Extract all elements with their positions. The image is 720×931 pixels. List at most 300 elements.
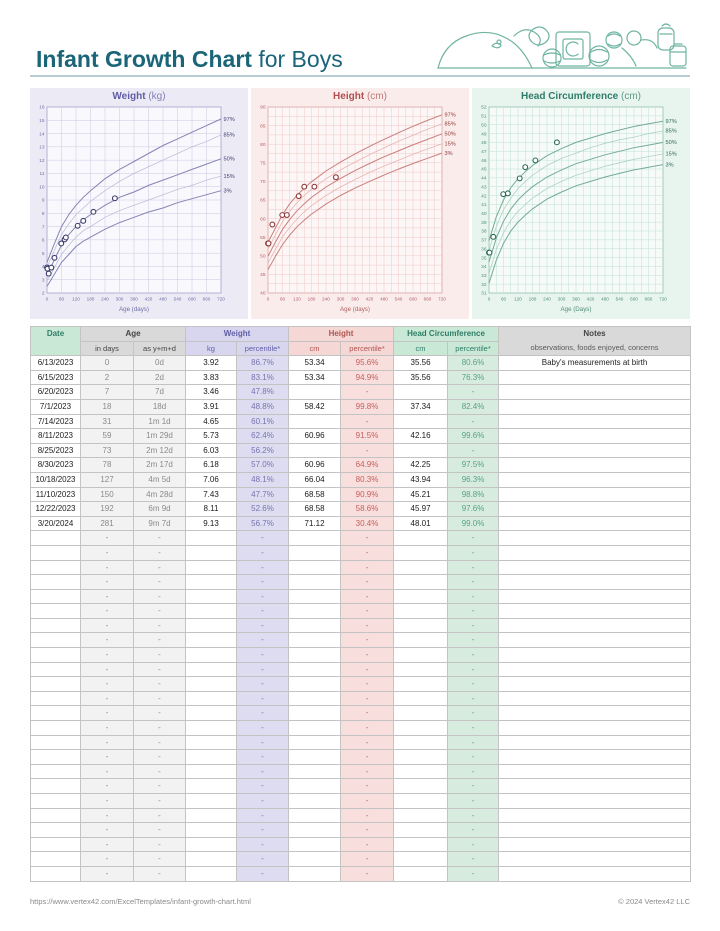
date-cell: [31, 852, 81, 867]
height-percentile-cell: -: [341, 662, 394, 677]
table-row: [31, 356, 691, 371]
height-chart-title: Height (cm): [333, 91, 387, 102]
hc-percentile-cell: -: [448, 545, 499, 560]
svg-text:39: 39: [481, 220, 487, 226]
weight-percentile-cell: -: [237, 545, 289, 560]
date-cell: 7/14/2023: [31, 414, 81, 429]
notes-cell: [499, 721, 691, 736]
weight-percentile-cell: 57.0%: [237, 458, 289, 473]
date-cell: [31, 589, 81, 604]
weight-kg-cell: 3.46: [186, 385, 237, 400]
notes-cell: [499, 852, 691, 867]
age-ymd-cell: -: [134, 808, 186, 823]
svg-text:38: 38: [481, 229, 487, 235]
svg-text:180: 180: [528, 296, 537, 302]
svg-text:0: 0: [266, 296, 270, 302]
col-header-date: Date: [31, 327, 81, 356]
age-ymd-cell: -: [134, 852, 186, 867]
age-days-cell: -: [81, 779, 134, 794]
weight-percentile-cell: -: [237, 633, 289, 648]
table-row: [31, 370, 691, 385]
height-percentile-cell: -: [341, 794, 394, 809]
table-row: [31, 429, 691, 444]
svg-text:40: 40: [481, 211, 487, 217]
notes-cell: [499, 808, 691, 823]
age-days-cell: -: [81, 808, 134, 823]
table-row: [31, 677, 691, 692]
svg-text:420: 420: [586, 296, 595, 302]
height-cm-cell: [289, 443, 341, 458]
weight-chart: [30, 103, 248, 319]
hc-percentile-cell: -: [448, 808, 499, 823]
col-subheader-weight-kg: kg: [186, 341, 237, 356]
hc-cm-cell: [394, 823, 448, 838]
notes-cell: [499, 443, 691, 458]
height-percentile-cell: -: [341, 575, 394, 590]
height-percentile-cell: -: [341, 560, 394, 575]
hc-percentile-cell: 82.4%: [448, 399, 499, 414]
age-days-cell: 59: [81, 429, 134, 444]
age-ymd-cell: 2m 12d: [134, 443, 186, 458]
height-cm-cell: [289, 575, 341, 590]
svg-text:15%: 15%: [665, 151, 677, 158]
height-cm-cell: [289, 779, 341, 794]
height-cm-cell: [289, 721, 341, 736]
svg-text:720: 720: [438, 296, 446, 302]
col-subheader-height-percentile: percentile*: [341, 341, 394, 356]
svg-text:0: 0: [45, 296, 49, 302]
age-days-cell: -: [81, 560, 134, 575]
weight-kg-cell: [186, 823, 237, 838]
table-row: [31, 560, 691, 575]
age-ymd-cell: 2m 17d: [134, 458, 186, 473]
height-percentile-cell: 95.6%: [341, 356, 394, 371]
hc-percentile-cell: -: [448, 721, 499, 736]
weight-kg-cell: [186, 852, 237, 867]
date-cell: 11/10/2023: [31, 487, 81, 502]
weight-percentile-cell: 48.1%: [237, 472, 289, 487]
date-cell: [31, 779, 81, 794]
height-percentile-cell: 94.9%: [341, 370, 394, 385]
age-ymd-cell: -: [134, 691, 186, 706]
weight-kg-cell: [186, 648, 237, 663]
height-cm-cell: [289, 662, 341, 677]
hc-cm-cell: 45.97: [394, 502, 448, 517]
svg-text:4: 4: [41, 265, 45, 271]
hc-cm-cell: [394, 531, 448, 546]
hc-cm-cell: [394, 677, 448, 692]
date-cell: [31, 531, 81, 546]
height-cm-cell: [289, 648, 341, 663]
height-percentile-cell: 30.4%: [341, 516, 394, 531]
age-days-cell: -: [81, 794, 134, 809]
age-ymd-cell: -: [134, 794, 186, 809]
age-ymd-cell: 9m 7d: [134, 516, 186, 531]
age-ymd-cell: -: [134, 750, 186, 765]
table-row: [31, 487, 691, 502]
svg-text:60: 60: [279, 296, 286, 302]
hc-cm-cell: [394, 750, 448, 765]
svg-text:480: 480: [601, 296, 609, 302]
hc-percentile-cell: -: [448, 560, 499, 575]
weight-kg-cell: [186, 779, 237, 794]
age-ymd-cell: -: [134, 545, 186, 560]
notes-cell: [499, 531, 691, 546]
age-ymd-cell: -: [134, 604, 186, 619]
hc-percentile-cell: 80.6%: [448, 356, 499, 371]
age-days-cell: 31: [81, 414, 134, 429]
svg-text:50: 50: [481, 123, 487, 129]
svg-text:16: 16: [39, 105, 45, 111]
date-cell: [31, 648, 81, 663]
svg-text:480: 480: [380, 296, 388, 302]
svg-text:34: 34: [481, 265, 487, 271]
svg-text:90: 90: [260, 105, 266, 111]
height-percentile-cell: -: [341, 648, 394, 663]
height-cm-cell: 53.34: [289, 370, 341, 385]
weight-percentile-cell: 86.7%: [237, 356, 289, 371]
date-cell: [31, 633, 81, 648]
hc-cm-cell: 35.56: [394, 356, 448, 371]
hc-cm-cell: [394, 866, 448, 881]
notes-cell: [499, 385, 691, 400]
weight-percentile-cell: -: [237, 575, 289, 590]
height-cm-cell: 68.58: [289, 487, 341, 502]
svg-text:60: 60: [58, 296, 65, 302]
date-cell: [31, 750, 81, 765]
table-row: [31, 531, 691, 546]
notes-cell: [499, 823, 691, 838]
svg-text:360: 360: [572, 296, 580, 302]
age-ymd-cell: -: [134, 706, 186, 721]
svg-text:120: 120: [72, 296, 80, 302]
notes-cell: [499, 370, 691, 385]
svg-text:11: 11: [39, 172, 45, 178]
svg-text:15%: 15%: [223, 173, 235, 180]
height-percentile-cell: -: [341, 852, 394, 867]
svg-text:65: 65: [260, 198, 266, 204]
weight-percentile-cell: -: [237, 706, 289, 721]
svg-text:49: 49: [481, 132, 487, 138]
hc-percentile-cell: -: [448, 618, 499, 633]
age-days-cell: -: [81, 604, 134, 619]
measurements-table: [30, 326, 691, 882]
weight-percentile-cell: -: [237, 648, 289, 663]
weight-percentile-cell: -: [237, 662, 289, 677]
age-ymd-cell: -: [134, 648, 186, 663]
notes-cell: [499, 648, 691, 663]
svg-text:180: 180: [307, 296, 316, 302]
svg-text:7: 7: [41, 225, 45, 231]
page-title-main: Infant Growth Chart: [36, 45, 252, 72]
hc-percentile-cell: -: [448, 852, 499, 867]
age-ymd-cell: -: [134, 618, 186, 633]
weight-chart-panel: [30, 88, 248, 319]
svg-text:180: 180: [86, 296, 95, 302]
age-days-cell: -: [81, 677, 134, 692]
col-subheader-age-ymd: as y+m+d: [134, 341, 186, 356]
hc-cm-cell: 43.94: [394, 472, 448, 487]
height-cm-cell: [289, 837, 341, 852]
age-days-cell: 7: [81, 385, 134, 400]
height-percentile-cell: -: [341, 545, 394, 560]
svg-text:47: 47: [481, 149, 487, 155]
height-percentile-cell: 90.9%: [341, 487, 394, 502]
age-days-cell: 150: [81, 487, 134, 502]
age-days-cell: -: [81, 735, 134, 750]
date-cell: 8/30/2023: [31, 458, 81, 473]
svg-text:420: 420: [365, 296, 374, 302]
age-ymd-cell: 1m 29d: [134, 429, 186, 444]
weight-percentile-cell: 47.8%: [237, 385, 289, 400]
notes-header-subtitle: observations, foods enjoyed, concerns: [530, 342, 659, 352]
date-cell: [31, 662, 81, 677]
notes-cell: [499, 414, 691, 429]
hc-cm-cell: [394, 648, 448, 663]
weight-kg-cell: [186, 662, 237, 677]
height-percentile-cell: -: [341, 691, 394, 706]
hc-percentile-cell: -: [448, 677, 499, 692]
hc-percentile-cell: -: [448, 691, 499, 706]
hc-percentile-cell: -: [448, 662, 499, 677]
height-percentile-cell: 91.5%: [341, 429, 394, 444]
weight-percentile-cell: -: [237, 808, 289, 823]
weight-percentile-cell: -: [237, 852, 289, 867]
notes-cell: [499, 691, 691, 706]
age-ymd-cell: -: [134, 823, 186, 838]
svg-text:70: 70: [260, 180, 266, 186]
date-cell: 8/25/2023: [31, 443, 81, 458]
hc-cm-cell: 45.21: [394, 487, 448, 502]
height-cm-cell: [289, 589, 341, 604]
date-cell: [31, 735, 81, 750]
weight-percentile-cell: -: [237, 618, 289, 633]
svg-text:8: 8: [41, 211, 45, 217]
height-cm-cell: [289, 764, 341, 779]
hc-cm-cell: [394, 764, 448, 779]
svg-text:31: 31: [481, 291, 487, 297]
template-url-link[interactable]: https://www.vertex42.com/ExcelTemplates/infant-growth-chart.html: [30, 896, 251, 906]
date-cell: [31, 677, 81, 692]
weight-kg-cell: [186, 837, 237, 852]
svg-text:97%: 97%: [444, 112, 456, 119]
table-row: [31, 808, 691, 823]
col-header-head-circumference: Head Circumference: [394, 327, 499, 342]
table-row: [31, 618, 691, 633]
weight-kg-cell: [186, 866, 237, 881]
notes-cell: [499, 502, 691, 517]
weight-kg-cell: 6.03: [186, 443, 237, 458]
svg-text:40: 40: [260, 291, 266, 297]
age-ymd-cell: 1m 1d: [134, 414, 186, 429]
age-ymd-cell: -: [134, 589, 186, 604]
age-ymd-cell: -: [134, 662, 186, 677]
height-percentile-cell: -: [341, 706, 394, 721]
date-cell: [31, 706, 81, 721]
svg-text:44: 44: [481, 176, 487, 182]
age-days-cell: 192: [81, 502, 134, 517]
svg-text:720: 720: [217, 296, 225, 302]
svg-text:60: 60: [500, 296, 507, 302]
weight-kg-cell: [186, 721, 237, 736]
svg-text:50%: 50%: [665, 140, 677, 147]
table-row: [31, 866, 691, 881]
svg-text:15: 15: [39, 118, 45, 124]
age-ymd-cell: 0d: [134, 356, 186, 371]
weight-percentile-cell: 60.1%: [237, 414, 289, 429]
notes-cell: [499, 764, 691, 779]
page-title-sub: for Boys: [258, 45, 343, 72]
col-subheader-weight-percentile: percentile*: [237, 341, 289, 356]
weight-percentile-cell: 56.7%: [237, 516, 289, 531]
copyright-text: © 2024 Vertex42 LLC: [618, 896, 690, 906]
hc-cm-cell: 35.56: [394, 370, 448, 385]
height-percentile-cell: 99.8%: [341, 399, 394, 414]
svg-text:240: 240: [322, 296, 330, 302]
notes-cell: [499, 560, 691, 575]
height-cm-cell: [289, 633, 341, 648]
hc-percentile-cell: -: [448, 604, 499, 619]
notes-cell: [499, 618, 691, 633]
weight-kg-cell: [186, 794, 237, 809]
weight-kg-cell: 9.13: [186, 516, 237, 531]
weight-percentile-cell: 62.4%: [237, 429, 289, 444]
weight-kg-cell: 7.43: [186, 487, 237, 502]
date-cell: [31, 837, 81, 852]
table-row: [31, 443, 691, 458]
height-percentile-cell: -: [341, 735, 394, 750]
hc-cm-cell: 42.16: [394, 429, 448, 444]
svg-text:32: 32: [481, 282, 487, 288]
hc-percentile-cell: -: [448, 575, 499, 590]
date-cell: [31, 560, 81, 575]
weight-percentile-cell: -: [237, 691, 289, 706]
table-row: [31, 472, 691, 487]
weight-kg-cell: 3.91: [186, 399, 237, 414]
svg-text:13: 13: [39, 145, 45, 151]
age-days-cell: -: [81, 837, 134, 852]
hc-cm-cell: 37.34: [394, 399, 448, 414]
date-cell: 6/15/2023: [31, 370, 81, 385]
svg-text:15%: 15%: [444, 141, 456, 148]
svg-text:52: 52: [481, 105, 487, 111]
age-ymd-cell: 4m 28d: [134, 487, 186, 502]
col-header-age: Age: [81, 327, 186, 342]
svg-text:37: 37: [481, 238, 487, 244]
table-row: [31, 721, 691, 736]
hc-cm-cell: [394, 837, 448, 852]
age-days-cell: -: [81, 750, 134, 765]
svg-text:43: 43: [481, 185, 487, 191]
table-row: [31, 414, 691, 429]
svg-text:240: 240: [101, 296, 109, 302]
height-cm-cell: 71.12: [289, 516, 341, 531]
weight-percentile-cell: 47.7%: [237, 487, 289, 502]
notes-cell: [499, 662, 691, 677]
head-circumference-chart-panel: [472, 88, 690, 319]
hc-cm-cell: 48.01: [394, 516, 448, 531]
age-ymd-cell: -: [134, 560, 186, 575]
weight-kg-cell: [186, 706, 237, 721]
date-cell: 7/1/2023: [31, 399, 81, 414]
weight-kg-cell: [186, 677, 237, 692]
age-ymd-cell: -: [134, 633, 186, 648]
page-header: [30, 14, 690, 72]
col-header-weight: Weight: [186, 327, 289, 342]
height-percentile-cell: 58.6%: [341, 502, 394, 517]
svg-text:Age (Days): Age (Days): [560, 306, 592, 313]
height-percentile-cell: -: [341, 414, 394, 429]
age-ymd-cell: -: [134, 837, 186, 852]
age-ymd-cell: -: [134, 531, 186, 546]
weight-kg-cell: 3.92: [186, 356, 237, 371]
notes-cell: [499, 472, 691, 487]
weight-kg-cell: 4.65: [186, 414, 237, 429]
hc-percentile-cell: -: [448, 735, 499, 750]
height-cm-cell: [289, 677, 341, 692]
weight-percentile-cell: -: [237, 823, 289, 838]
svg-text:45: 45: [481, 167, 487, 173]
hc-cm-cell: 42.25: [394, 458, 448, 473]
height-percentile-cell: -: [341, 604, 394, 619]
svg-text:41: 41: [481, 203, 487, 209]
svg-text:9: 9: [41, 198, 45, 204]
height-percentile-cell: -: [341, 618, 394, 633]
table-row: [31, 502, 691, 517]
hc-percentile-cell: 98.8%: [448, 487, 499, 502]
weight-kg-cell: [186, 575, 237, 590]
svg-text:35: 35: [481, 256, 487, 262]
table-row: [31, 779, 691, 794]
hc-cm-cell: [394, 779, 448, 794]
svg-text:6: 6: [41, 238, 45, 244]
weight-percentile-cell: -: [237, 750, 289, 765]
notes-header-title: Notes: [583, 329, 606, 338]
age-days-cell: -: [81, 531, 134, 546]
hc-percentile-cell: 76.3%: [448, 370, 499, 385]
svg-text:45: 45: [260, 273, 266, 279]
age-ymd-cell: -: [134, 764, 186, 779]
svg-text:120: 120: [514, 296, 522, 302]
height-cm-cell: [289, 794, 341, 809]
height-cm-cell: [289, 706, 341, 721]
head-circumference-chart-title: Head Circumference (cm): [520, 91, 642, 102]
svg-text:3%: 3%: [665, 162, 674, 169]
table-row: [31, 662, 691, 677]
height-cm-cell: 58.42: [289, 399, 341, 414]
svg-text:360: 360: [351, 296, 359, 302]
age-ymd-cell: -: [134, 779, 186, 794]
table-row: [31, 794, 691, 809]
hc-cm-cell: [394, 794, 448, 809]
svg-text:85%: 85%: [665, 128, 677, 135]
hc-percentile-cell: -: [448, 589, 499, 604]
hc-cm-cell: [394, 633, 448, 648]
col-subheader-age-days: in days: [81, 341, 134, 356]
hc-cm-cell: [394, 691, 448, 706]
date-cell: 10/18/2023: [31, 472, 81, 487]
weight-percentile-cell: -: [237, 764, 289, 779]
table-row: [31, 852, 691, 867]
height-cm-cell: [289, 545, 341, 560]
page-title: [36, 47, 343, 72]
age-days-cell: 2: [81, 370, 134, 385]
age-days-cell: -: [81, 706, 134, 721]
svg-text:3%: 3%: [444, 150, 453, 157]
hc-percentile-cell: -: [448, 794, 499, 809]
height-cm-cell: 60.96: [289, 458, 341, 473]
hc-percentile-cell: -: [448, 443, 499, 458]
